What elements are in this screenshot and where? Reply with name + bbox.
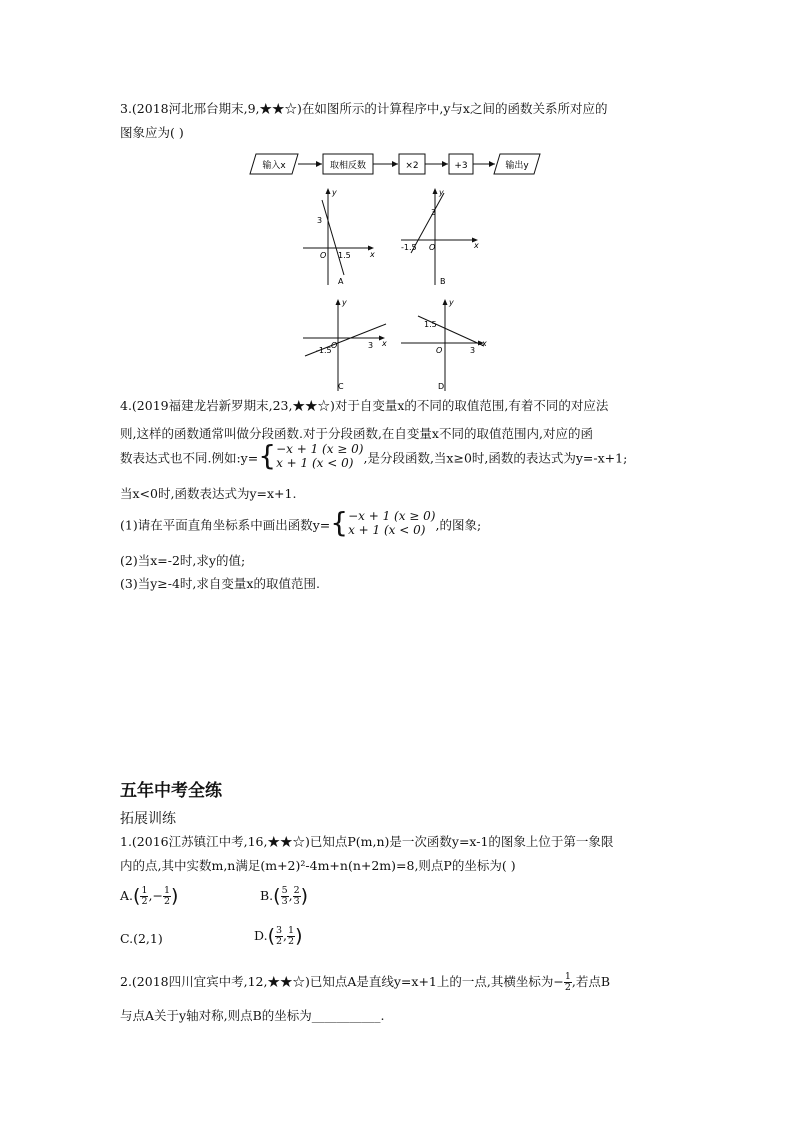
q4-sub3: (3)当y≥-4时,求自变量x的取值范围. xyxy=(120,576,320,591)
section-subtitle: 拓展训练 xyxy=(120,811,176,827)
svg-text:x: x xyxy=(370,250,375,259)
svg-text:3: 3 xyxy=(470,346,476,355)
flow-input: 输入x xyxy=(262,161,286,171)
brace-icon: { xyxy=(330,506,349,539)
graph-d xyxy=(398,296,493,396)
graph-c xyxy=(300,296,390,396)
p2-line1: 2.(2018四川宜宾中考,12,★★☆)已知点A是直线y=x+1上的一点,其横坐标为− $\frac{1}{2}$ ,若点B xyxy=(120,971,611,993)
svg-text:O: O xyxy=(436,346,443,355)
flow-output: 输出y xyxy=(505,161,529,171)
section-title: 五年中考全练 xyxy=(120,781,222,801)
flowchart xyxy=(250,152,540,176)
q4-sub1: (1)请在平面直角坐标系中画出函数y={ −x + 1 (x ≥ 0) x + 1 (x < 0) ,的图象; xyxy=(120,506,482,539)
flow-step3: +3 xyxy=(454,161,468,171)
q3-line1: 3.(2018河北邢台期末,9,★★☆)在如图所示的计算程序中,y与x之间的函数关系所对应的 xyxy=(120,101,608,116)
svg-text:O: O xyxy=(331,341,338,350)
flow-step1: 取相反数 xyxy=(329,161,367,171)
answer-blank[interactable]: ___________ xyxy=(311,1008,381,1023)
graph-c-label: C xyxy=(338,382,344,391)
svg-text:x: x xyxy=(474,241,479,250)
svg-text:y: y xyxy=(342,298,347,307)
graph-a-line xyxy=(322,200,344,275)
svg-text:x: x xyxy=(482,339,487,348)
p1-line2: 内的点,其中实数m,n满足(m+2)²-4m+n(n+2m)=8,则点P的坐标为( ) xyxy=(120,858,516,873)
svg-text:O: O xyxy=(320,251,327,260)
p1-option-a: A.( $\frac{1}{2}$ ,− $\frac{1}{2}$ ) xyxy=(120,884,179,907)
svg-text:1.5: 1.5 xyxy=(338,251,351,260)
svg-text:x: x xyxy=(382,339,387,348)
svg-text:-1.5: -1.5 xyxy=(401,243,417,252)
svg-text:-1.5: -1.5 xyxy=(316,346,332,355)
svg-text:3: 3 xyxy=(431,208,437,217)
svg-text:3: 3 xyxy=(368,341,374,350)
p2-line2: 与点A关于y轴对称,则点B的坐标为___________. xyxy=(120,1008,385,1023)
graph-b-label: B xyxy=(440,277,446,286)
p1-option-d: D.( $\frac{3}{2}$ , $\frac{1}{2}$ ) xyxy=(254,924,303,947)
graph-a-label: A xyxy=(338,277,344,286)
brace-icon: { xyxy=(258,439,277,472)
graph-b xyxy=(398,185,483,290)
graph-a xyxy=(300,185,380,290)
graph-d-label: D xyxy=(438,382,445,391)
svg-text:y: y xyxy=(449,298,454,307)
svg-text:O: O xyxy=(429,243,436,252)
q4-sub2: (2)当x=-2时,求y的值; xyxy=(120,553,246,568)
q3-line2: 图象应为( ) xyxy=(120,125,184,140)
flow-step2: ×2 xyxy=(405,161,419,171)
p1-line1: 1.(2016江苏镇江中考,16,★★☆)已知点P(m,n)是一次函数y=x-1的图象上位于第一象限 xyxy=(120,834,614,849)
q4-line1: 4.(2019福建龙岩新罗期末,23,★★☆)对于自变量x的不同的取值范围,有着不同的对应法 xyxy=(120,398,609,413)
p1-option-b: B.( $\frac{5}{3}$ , $\frac{2}{3}$ ) xyxy=(260,884,309,907)
svg-text:y: y xyxy=(439,188,444,197)
svg-text:3: 3 xyxy=(317,216,323,225)
svg-text:y: y xyxy=(332,188,337,197)
q4-line4: 当x<0时,函数表达式为y=x+1. xyxy=(120,486,297,501)
p1-option-c: C.(2,1) xyxy=(120,931,163,946)
q4-line2: 则,这样的函数通常叫做分段函数.对于分段函数,在自变量x不同的取值范围内,对应的函 xyxy=(120,426,593,441)
svg-text:1.5: 1.5 xyxy=(424,320,437,329)
q4-line3: 数表达式也不同.例如:y={ −x + 1 (x ≥ 0) x + 1 (x < 0) ,是分段函数,当x≥0时,函数的表达式为y=-x+1; xyxy=(120,439,628,472)
